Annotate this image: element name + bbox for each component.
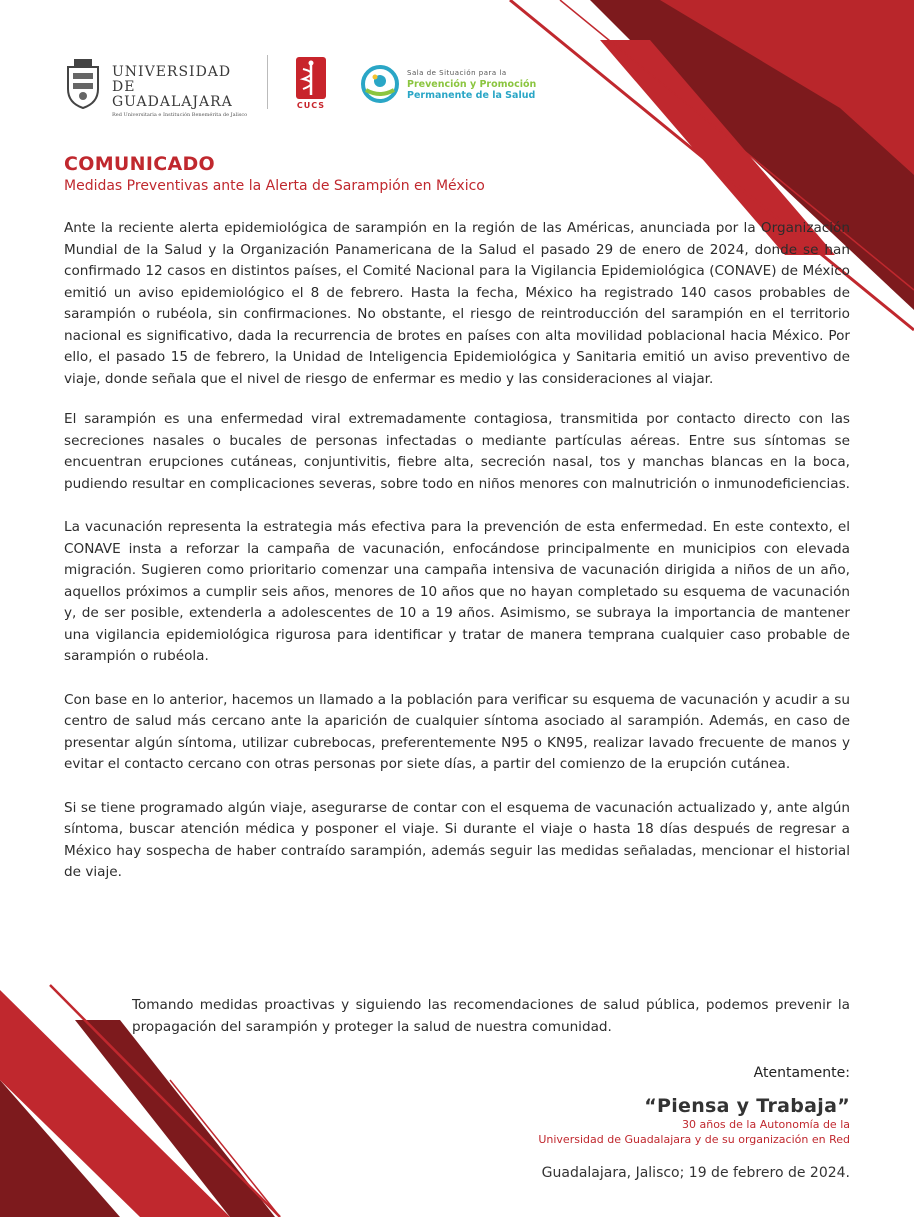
salutation: Atentamente:: [753, 1065, 850, 1081]
paragraph-5: Si se tiene programado algún viaje, asegurarse de contar con el esquema de vacunación actualizado y, ante algún síntoma, buscar atención médica y posponer el viaje. Si durante el viaje o hasta 18 días después de regresar a México hay sospecha de haber contraído sarampión, además seguir las medidas señaladas, mencionar el historial de viaje.: [64, 799, 850, 880]
page-subtitle: Medidas Preventivas ante la Alerta de Sarampión en México: [64, 178, 485, 194]
closing-paragraph: Tomando medidas proactivas y siguiendo las recomendaciones de salud pública, podemos prevenir la propagación del sarampión y proteger la salud de nuestra comunidad.: [132, 997, 850, 1035]
udg-seal-icon: [64, 57, 102, 109]
paragraph-4: Con base en lo anterior, hacemos un llamado a la población para verificar su esquema de vacunación y acudir a su centro de salud más cercano ante la aparición de cualquier síntoma asociado al sarampión. Además, en caso de presentar algún síntoma, utilizar cubrebocas, preferentemente N95 o KN95, realizar lavado frecuente de manos y evitar el contacto cercano con otras personas por siete días, a partir del comienzo de la erupción cutánea.: [64, 691, 850, 772]
motto-line-2: Universidad de Guadalajara y de su organización en Red: [538, 1133, 850, 1146]
document-heading: [64, 153, 485, 196]
globe-hands-icon: [360, 64, 400, 104]
document-date: Guadalajara, Jalisco; 19 de febrero de 2024.: [541, 1165, 850, 1181]
motto-line-1: 30 años de la Autonomía de la: [682, 1118, 850, 1131]
logo-divider: [267, 55, 268, 109]
cucs-caduceus-icon: [292, 55, 330, 101]
document-body: [64, 218, 850, 906]
paragraph-3: La vacunación representa la estrategia más efectiva para la prevención de esta enfermedad. En este contexto, el CONAVE insta a reforzar la campaña de vacunación, enfocándose principalmente en municipios con elevada migración. Sugieren como prioritario comenzar una campaña intensiva de vacunación dirigida a niños de un año, aquellos próximos a cumplir seis años, menores de 10 años que no hayan completado su esquema de vacunación y, de ser posible, extenderla a adolescentes de 10 a 19 años. Asimismo, se subraya la importancia de mantener una vigilancia epidemiológica rigurosa para identificar y tratar de manera temprana cualquier caso probable de sarampión o rubéola.: [64, 519, 850, 664]
page-title: COMUNICADO: [64, 153, 215, 175]
motto: “Piensa y Trabaja”: [644, 1095, 850, 1117]
sala-line1: Sala de Situación para la: [407, 69, 507, 77]
signature-block: [430, 1063, 850, 1183]
closing-block: [132, 995, 850, 1038]
udg-name-line1: UNIVERSIDAD DE: [112, 64, 232, 95]
sala-line3: Permanente de la Salud: [407, 90, 536, 101]
sala-line2: Prevención y Promoción: [407, 79, 537, 90]
sala-situacion-logo: [360, 64, 560, 108]
udg-logo: [64, 55, 248, 118]
cucs-logo: [292, 55, 330, 113]
cucs-label: CUCS: [296, 101, 326, 110]
paragraph-2: El sarampión es una enfermedad viral extremadamente contagiosa, transmitida por contacto directo con las secreciones nasales o bucales de personas infectadas o mediante partículas aéreas. Entre sus síntomas se encuentran erupciones cutáneas, conjuntivitis, fiebre alta, secreción nasal, tos y manchas blancas en la boca, pudiendo resultar en complicaciones severas, sobre todo en niños menores con malnutrición o inmunodeficiencias.: [64, 411, 850, 492]
paragraph-1: Ante la reciente alerta epidemiológica de sarampión en la región de las Américas, anunciada por la Organización Mundial de la Salud y la Organización Panamericana de la Salud el pasado 29 de enero de 2024, donde se han confirmado 12 casos en distintos países, el Comité Nacional para la Vigilancia Epidemiológica (CONAVE) de México emitió un aviso epidemiológico el 8 de febrero. Hasta la fecha, México ha registrado 140 casos probables de sarampión o rubéola, sin confirmaciones. No obstante, el riesgo de reintroducción del sarampión en el territorio nacional es significativo, dada la recurrencia de brotes en países con alta movilidad poblacional hacia México. Por ello, el pasado 15 de febrero, la Unidad de Inteligencia Epidemiológica y Sanitaria emitió un aviso preventivo de viaje, donde señala que el nivel de riesgo de enfermar es medio y las consideraciones al viajar.: [64, 220, 850, 387]
udg-name-line2: GUADALAJARA: [112, 94, 233, 110]
udg-subtitle: Red Universitaria e Institución Benemérita de Jalisco: [112, 112, 248, 118]
